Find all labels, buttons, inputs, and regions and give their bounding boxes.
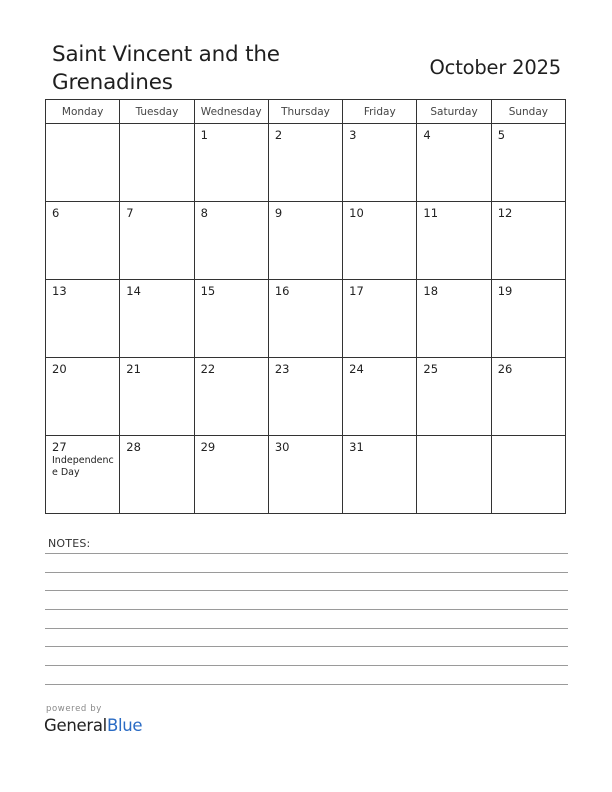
day-number: 12 <box>497 206 513 220</box>
calendar-week-row <box>46 124 566 202</box>
calendar-week-row <box>46 436 566 514</box>
note-line <box>45 684 568 685</box>
calendar-day-cell <box>46 280 120 358</box>
calendar-body <box>46 124 566 514</box>
calendar-day-cell <box>417 436 491 514</box>
brand-blue-text: Blue <box>106 716 143 735</box>
day-number: 30 <box>274 440 290 454</box>
day-number: 2 <box>274 128 283 142</box>
weekday-header: Saturday <box>417 100 491 124</box>
day-number: 17 <box>349 284 364 298</box>
calendar-day-cell <box>46 436 120 514</box>
day-number: 1 <box>200 128 208 142</box>
calendar-day-cell <box>194 202 268 280</box>
calendar-day-cell <box>343 124 417 202</box>
day-number: 27 <box>52 440 67 454</box>
weekday-header: Monday <box>46 100 120 124</box>
calendar-day-cell <box>417 202 491 280</box>
weekday-header: Sunday <box>491 100 565 124</box>
day-number: 16 <box>274 284 290 298</box>
weekday-header: Wednesday <box>194 100 268 124</box>
day-number: 8 <box>200 206 208 220</box>
note-line <box>45 572 568 573</box>
calendar-day-cell <box>491 358 565 436</box>
calendar-day-cell <box>268 280 342 358</box>
day-number: 15 <box>200 284 216 298</box>
note-line <box>45 628 568 629</box>
day-number: 5 <box>497 128 506 142</box>
weekday-header: Thursday <box>268 100 342 124</box>
brand-general-text: General <box>44 716 107 735</box>
calendar-day-cell <box>268 202 342 280</box>
day-number: 19 <box>497 284 513 298</box>
calendar-day-cell <box>194 358 268 436</box>
calendar-day-cell <box>268 124 342 202</box>
note-line <box>45 590 568 591</box>
calendar-day-cell <box>46 202 120 280</box>
calendar-day-cell <box>120 280 194 358</box>
calendar-day-cell <box>268 358 342 436</box>
weekday-header-row <box>46 100 566 124</box>
calendar-grid <box>45 99 566 514</box>
calendar-week-row <box>46 280 566 358</box>
note-line <box>45 553 568 554</box>
calendar-day-cell <box>417 280 491 358</box>
day-number: 9 <box>274 206 283 220</box>
calendar-day-cell <box>417 358 491 436</box>
calendar-day-cell <box>120 124 194 202</box>
day-number: 21 <box>126 362 141 376</box>
calendar-day-cell <box>343 436 417 514</box>
calendar-day-cell <box>46 358 120 436</box>
note-line <box>45 665 568 666</box>
country-title: Saint Vincent and the Grenadines <box>52 42 280 95</box>
day-number: 14 <box>126 284 141 298</box>
powered-by-text: powered by <box>46 704 102 714</box>
calendar-day-cell <box>120 202 194 280</box>
day-number: 28 <box>126 440 141 454</box>
calendar-day-cell <box>120 436 194 514</box>
note-line <box>45 646 568 647</box>
calendar-day-cell <box>491 202 565 280</box>
holiday-label: Independence Day <box>52 455 114 478</box>
calendar-day-cell <box>120 358 194 436</box>
calendar-day-cell <box>46 124 120 202</box>
calendar-day-cell <box>194 436 268 514</box>
day-number: 26 <box>497 362 513 376</box>
calendar-day-cell <box>491 280 565 358</box>
calendar-day-cell <box>491 436 565 514</box>
day-number: 3 <box>349 128 357 142</box>
calendar-day-cell <box>343 202 417 280</box>
day-number: 10 <box>349 206 364 220</box>
calendar-day-cell <box>417 124 491 202</box>
weekday-header: Friday <box>343 100 417 124</box>
day-number: 25 <box>423 362 439 376</box>
day-number: 6 <box>52 206 60 220</box>
calendar-day-cell <box>194 124 268 202</box>
day-number: 4 <box>423 128 431 142</box>
day-number: 11 <box>423 206 439 220</box>
day-number: 20 <box>52 362 67 376</box>
calendar-week-row <box>46 358 566 436</box>
day-number: 31 <box>349 440 364 454</box>
calendar-day-cell <box>268 436 342 514</box>
day-number: 13 <box>52 284 67 298</box>
weekday-header: Tuesday <box>120 100 194 124</box>
calendar-day-cell <box>343 358 417 436</box>
note-line <box>45 609 568 610</box>
calendar-day-cell <box>343 280 417 358</box>
generalblue-logo <box>44 716 142 735</box>
calendar-day-cell <box>194 280 268 358</box>
calendar-week-row <box>46 202 566 280</box>
day-number: 18 <box>423 284 439 298</box>
day-number: 29 <box>200 440 216 454</box>
calendar-day-cell <box>491 124 565 202</box>
notes-label: NOTES: <box>48 537 91 550</box>
day-number: 7 <box>126 206 134 220</box>
month-year-title: October 2025 <box>429 56 561 79</box>
day-number: 23 <box>274 362 290 376</box>
day-number: 24 <box>349 362 364 376</box>
day-number: 22 <box>200 362 216 376</box>
